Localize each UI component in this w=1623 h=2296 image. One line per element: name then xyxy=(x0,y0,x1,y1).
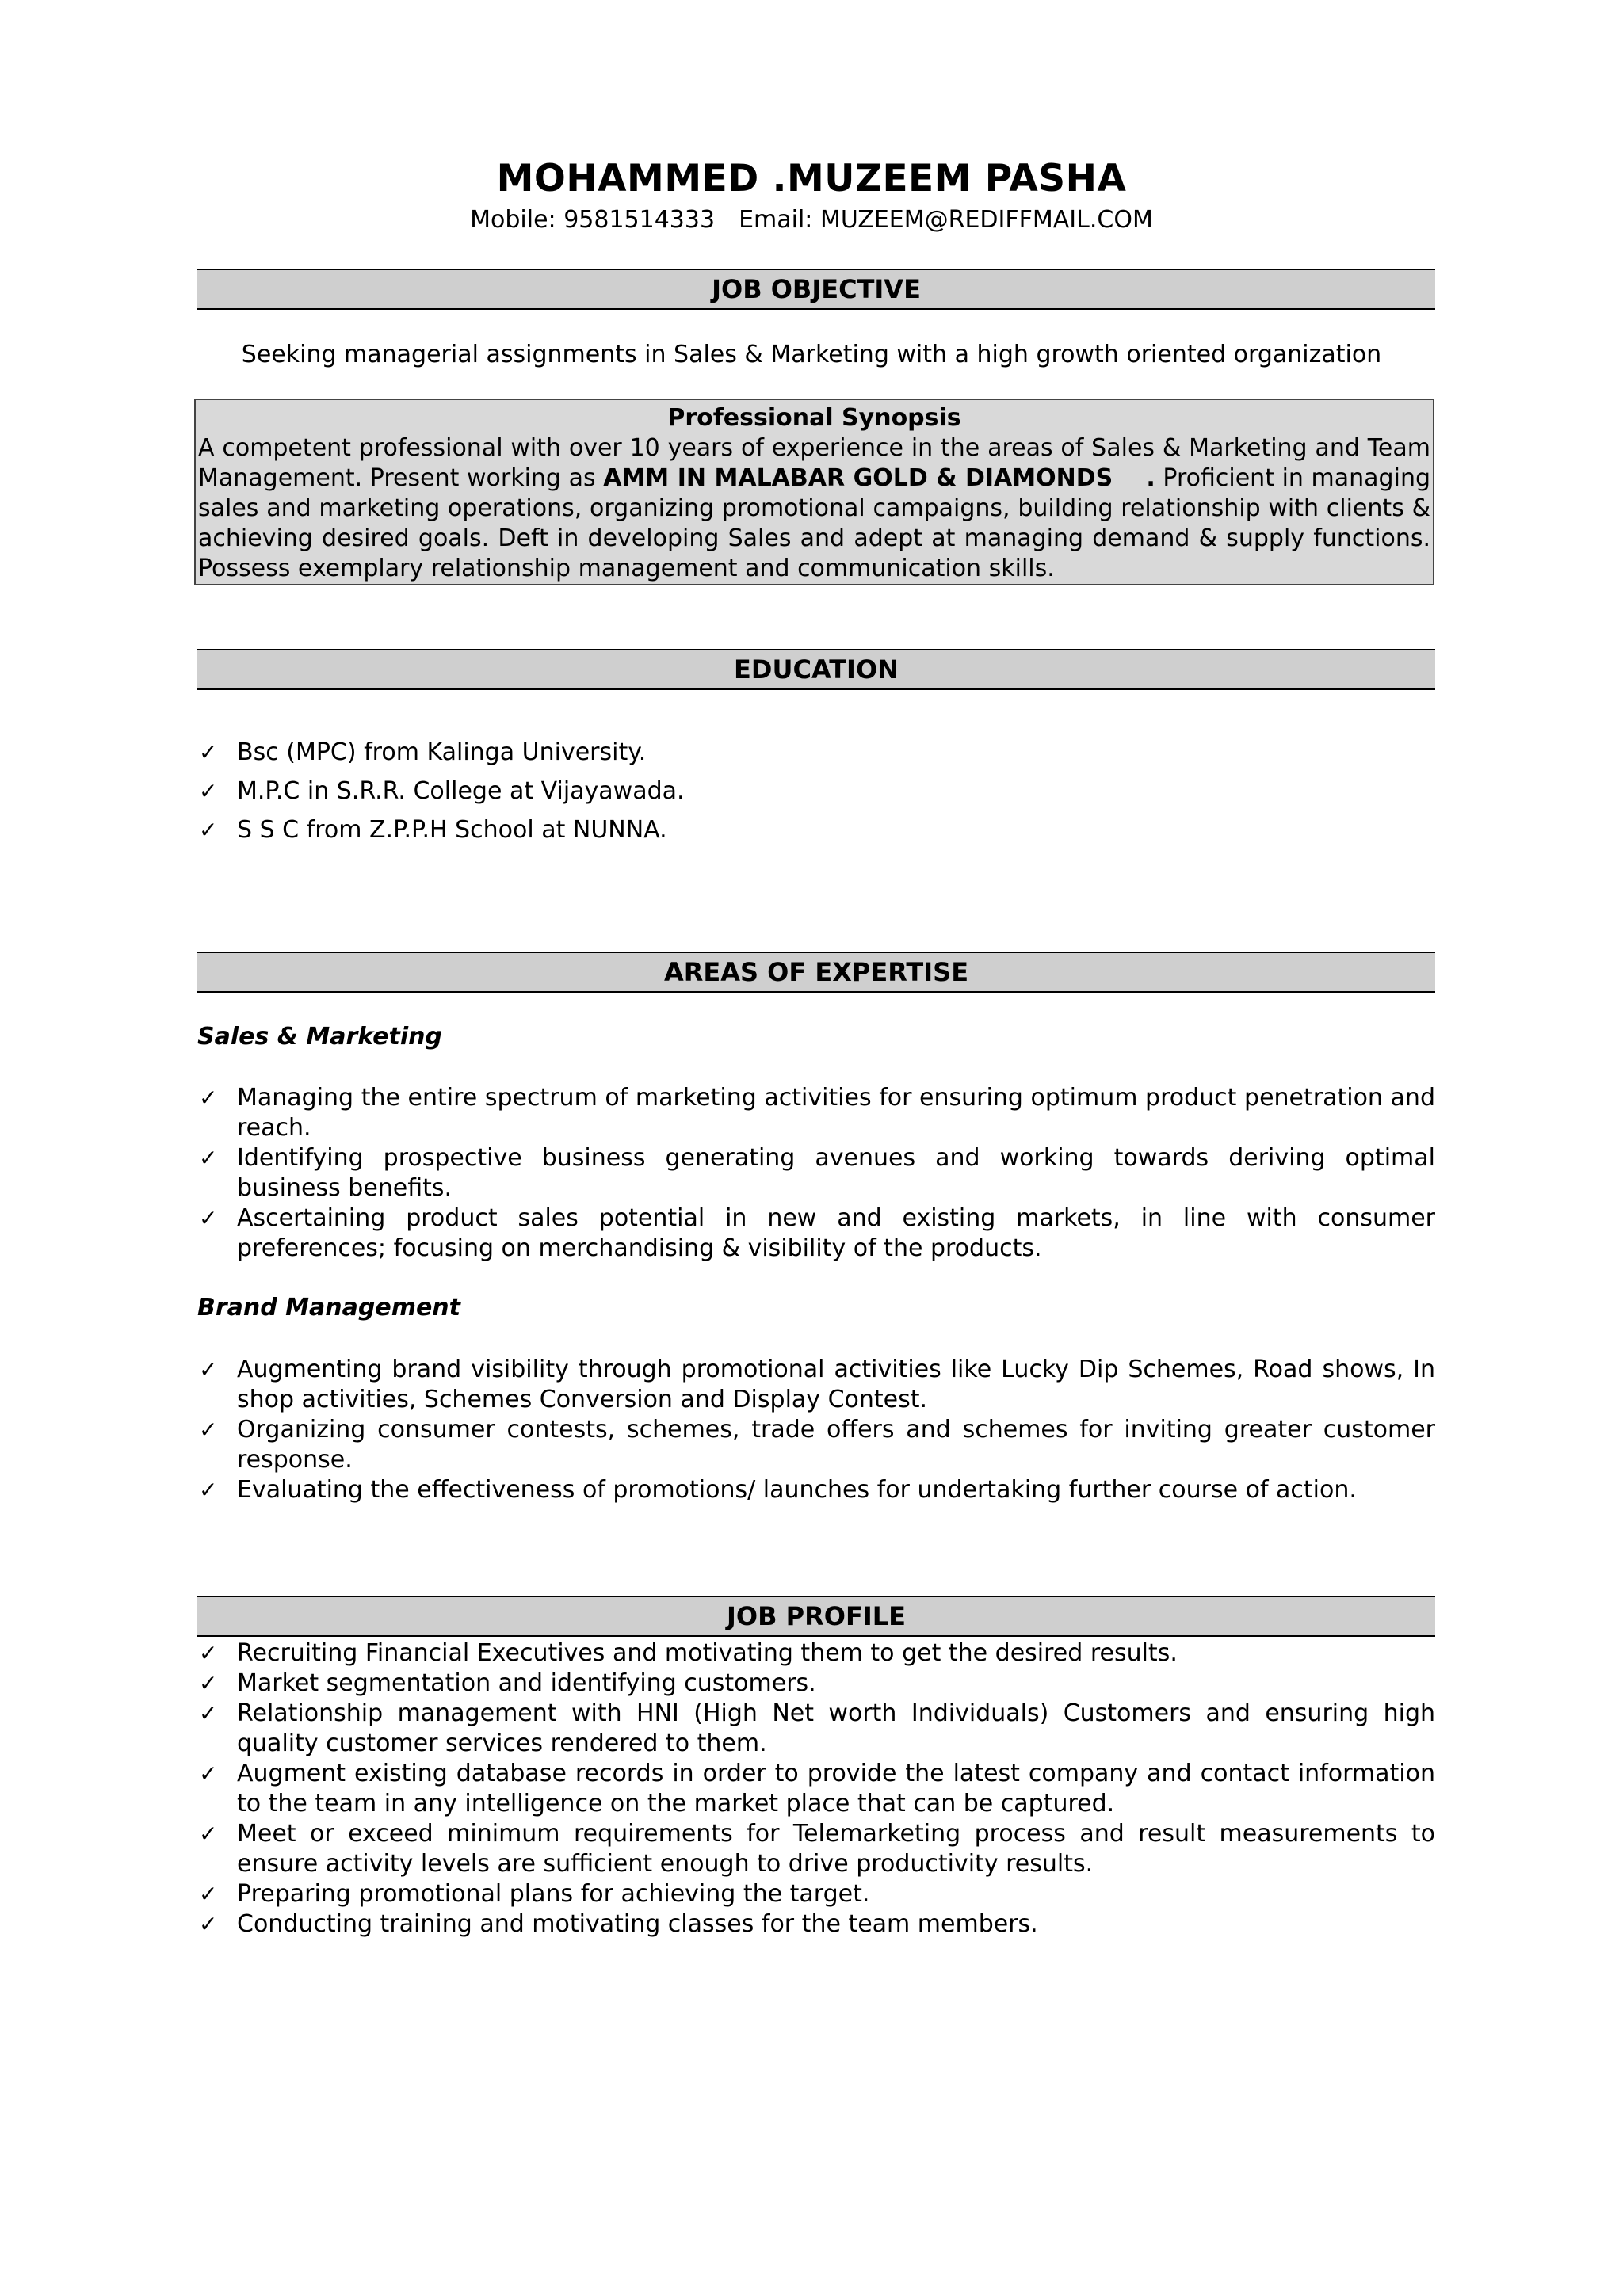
check-icon: ✓ xyxy=(199,1085,218,1111)
check-icon: ✓ xyxy=(199,1417,218,1443)
synopsis-text-before: A competent professional with over 10 years of experience in the areas of Sales & Marketing and Team Management. Present working as xyxy=(198,434,1430,492)
check-icon: ✓ xyxy=(199,739,218,765)
list-item: ✓ Ascertaining product sales potential in new and existing markets, in line with consumer preferences; focusing on merchandising & visibility of the products. xyxy=(199,1204,1435,1262)
check-icon: ✓ xyxy=(199,1356,218,1383)
check-icon: ✓ xyxy=(199,1881,218,1907)
email-address: MUZEEM@REDIFFMAIL.COM xyxy=(819,206,1153,234)
check-icon: ✓ xyxy=(199,1205,218,1231)
list-item: ✓ Market segmentation and identifying customers. xyxy=(199,1669,816,1697)
check-icon: ✓ xyxy=(199,1911,218,1937)
sales-marketing-heading: Sales & Marketing xyxy=(197,1023,442,1051)
check-icon: ✓ xyxy=(199,1760,218,1787)
brand-management-list xyxy=(197,1355,1435,1505)
job-objective-heading: JOB OBJECTIVE xyxy=(197,269,1435,310)
list-item: ✓ S S C from Z.P.P.H School at NUNNA. xyxy=(199,816,667,844)
list-item: ✓ Organizing consumer contests, schemes, trade offers and schemes for inviting greater customer response. xyxy=(199,1416,1435,1474)
brand-management-heading: Brand Management xyxy=(197,1294,461,1322)
check-icon: ✓ xyxy=(199,778,218,804)
education-heading: EDUCATION xyxy=(197,649,1435,690)
list-item: ✓ M.P.C in S.R.R. College at Vijayawada. xyxy=(199,777,685,805)
mobile-label: Mobile: xyxy=(470,206,556,234)
list-item: ✓ Bsc (MPC) from Kalinga University. xyxy=(199,738,647,766)
list-item: ✓ Augment existing database records in order to provide the latest company and contact information to the team in any intelligence on the market place that can be captured. xyxy=(199,1760,1435,1817)
synopsis-title: Professional Synopsis xyxy=(667,404,961,432)
list-item: ✓ Recruiting Financial Executives and motivating them to get the desired results. xyxy=(199,1639,1178,1667)
list-item: ✓ Preparing promotional plans for achieving the target. xyxy=(199,1880,870,1908)
check-icon: ✓ xyxy=(199,1640,218,1666)
list-item: ✓ Managing the entire spectrum of marketing activities for ensuring optimum product penetration and reach. xyxy=(199,1084,1435,1142)
education-list xyxy=(197,738,1435,854)
check-icon: ✓ xyxy=(199,1145,218,1171)
synopsis-employer: AMM IN MALABAR GOLD & DIAMONDS . xyxy=(603,464,1155,492)
job-profile-heading: JOB PROFILE xyxy=(197,1596,1435,1637)
candidate-name: MOHAMMED .MUZEEM PASHA xyxy=(496,157,1127,200)
check-icon: ✓ xyxy=(199,1670,218,1696)
list-item: ✓ Conducting training and motivating classes for the team members. xyxy=(199,1910,1038,1938)
professional-synopsis-box xyxy=(194,399,1434,585)
list-item: ✓ Augmenting brand visibility through promotional activities like Lucky Dip Schemes, Road shows, In shop activities, Schemes Conversion and Display Contest. xyxy=(199,1356,1435,1413)
check-icon: ✓ xyxy=(199,1700,218,1726)
expertise-heading: AREAS OF EXPERTISE xyxy=(197,952,1435,993)
job-objective-text: Seeking managerial assignments in Sales & Marketing with a high growth oriented organization xyxy=(241,341,1382,368)
sales-marketing-list xyxy=(197,1083,1435,1264)
synopsis-body xyxy=(198,433,1430,584)
job-profile-list xyxy=(197,1638,1435,1939)
check-icon: ✓ xyxy=(199,1477,218,1503)
mobile-number: 9581514333 xyxy=(563,206,716,234)
list-item: ✓ Identifying prospective business generating avenues and working towards deriving optimal business benefits. xyxy=(199,1144,1435,1202)
list-item: ✓ Relationship management with HNI (High Net worth Individuals) Customers and ensuring high quality customer services rendered to them. xyxy=(199,1699,1435,1757)
check-icon: ✓ xyxy=(199,1821,218,1847)
contact-line xyxy=(0,204,1623,236)
list-item: ✓ Evaluating the effectiveness of promotions/ launches for undertaking further course of action. xyxy=(199,1476,1357,1504)
check-icon: ✓ xyxy=(199,817,218,843)
list-item: ✓ Meet or exceed minimum requirements for Telemarketing process and result measurements to ensure activity levels are sufficient enough to drive productivity results. xyxy=(199,1820,1435,1878)
email-label: Email: xyxy=(739,206,813,234)
synopsis-text-after: Proficient in managing sales and marketing operations, organizing promotional campaigns, building relationship with clients & achieving desired goals. Deft in developing Sales and adept at managing demand & supply functions. Possess exemplary relationship management and communication skills. xyxy=(198,464,1430,582)
